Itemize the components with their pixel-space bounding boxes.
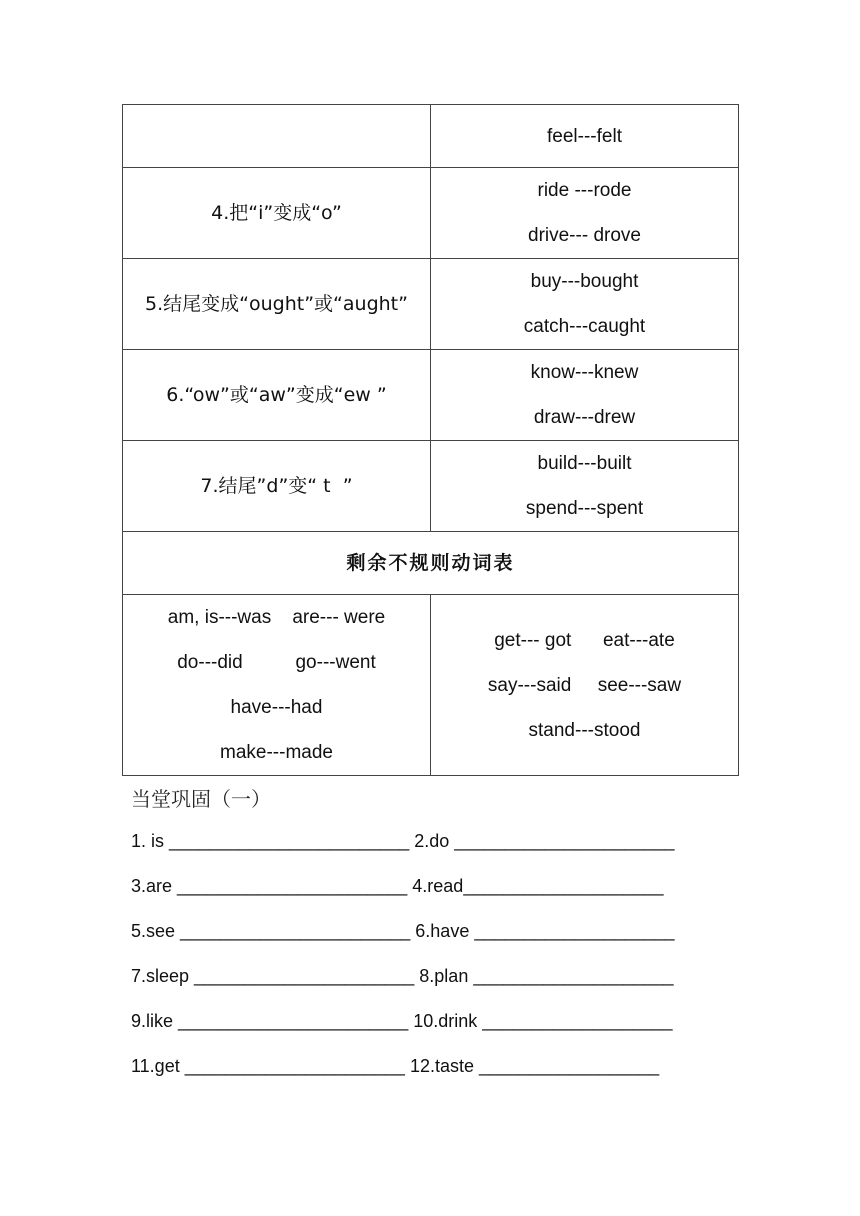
table-row bbox=[123, 350, 739, 441]
exercise-line: 11.get ______________________ 12.taste __________________ bbox=[131, 1056, 660, 1076]
example-text: build---built bbox=[537, 453, 632, 474]
example-text: catch---caught bbox=[523, 316, 646, 337]
verb-line: say---said see---saw bbox=[487, 674, 682, 696]
example-cell bbox=[431, 259, 739, 350]
verb-line: have---had bbox=[230, 697, 323, 718]
table-row bbox=[123, 595, 739, 776]
example-text: spend---spent bbox=[525, 498, 644, 519]
irregular-verb-table bbox=[122, 104, 739, 776]
rule-cell: 4.把“i”变成“o” bbox=[123, 168, 431, 259]
remaining-right-cell bbox=[431, 595, 739, 776]
example-cell bbox=[431, 350, 739, 441]
table-row bbox=[123, 532, 739, 595]
verb-line: am, is---was are--- were bbox=[167, 607, 386, 628]
example-text: ride ---rode bbox=[537, 180, 632, 201]
rule-cell: 6.“ow”或“aw”变成“ew ” bbox=[123, 350, 431, 441]
remaining-left-cell bbox=[123, 595, 431, 776]
table-row bbox=[123, 259, 739, 350]
table-heading: 剩余不规则动词表 bbox=[123, 532, 739, 595]
verb-line: make---made bbox=[220, 742, 333, 763]
table-row bbox=[123, 168, 739, 259]
rule-text: 7.结尾”d”变“ t ” bbox=[200, 474, 353, 497]
example-text: draw---drew bbox=[533, 407, 636, 428]
example-text: know---knew bbox=[530, 362, 639, 383]
rule-cell bbox=[123, 441, 431, 532]
example-text: buy---bought bbox=[530, 271, 639, 292]
exercise-line: 5.see _______________________ 6.have ____________________ bbox=[131, 921, 675, 941]
rule-cell bbox=[123, 105, 431, 168]
example-cell bbox=[431, 441, 739, 532]
example-cell bbox=[431, 168, 739, 259]
example-cell bbox=[431, 105, 739, 168]
exercise-line: 3.are _______________________ 4.read____________________ bbox=[131, 876, 664, 896]
example-text: feel---felt bbox=[547, 125, 622, 147]
table-row bbox=[123, 441, 739, 532]
table-row bbox=[123, 105, 739, 168]
verb-line: stand---stood bbox=[528, 719, 641, 741]
exercise-line: 1. is ________________________ 2.do ______________________ bbox=[131, 831, 675, 851]
verb-line: get--- got eat---ate bbox=[494, 629, 675, 651]
example-text: drive--- drove bbox=[528, 225, 641, 246]
section-title: 当堂巩固（一） bbox=[131, 787, 271, 811]
rule-cell: 5.结尾变成“ought”或“aught” bbox=[123, 259, 431, 350]
exercise-line: 9.like _______________________ 10.drink ___________________ bbox=[131, 1011, 673, 1031]
verb-line: do---did go---went bbox=[177, 652, 376, 673]
exercise-line: 7.sleep ______________________ 8.plan ____________________ bbox=[131, 966, 674, 986]
